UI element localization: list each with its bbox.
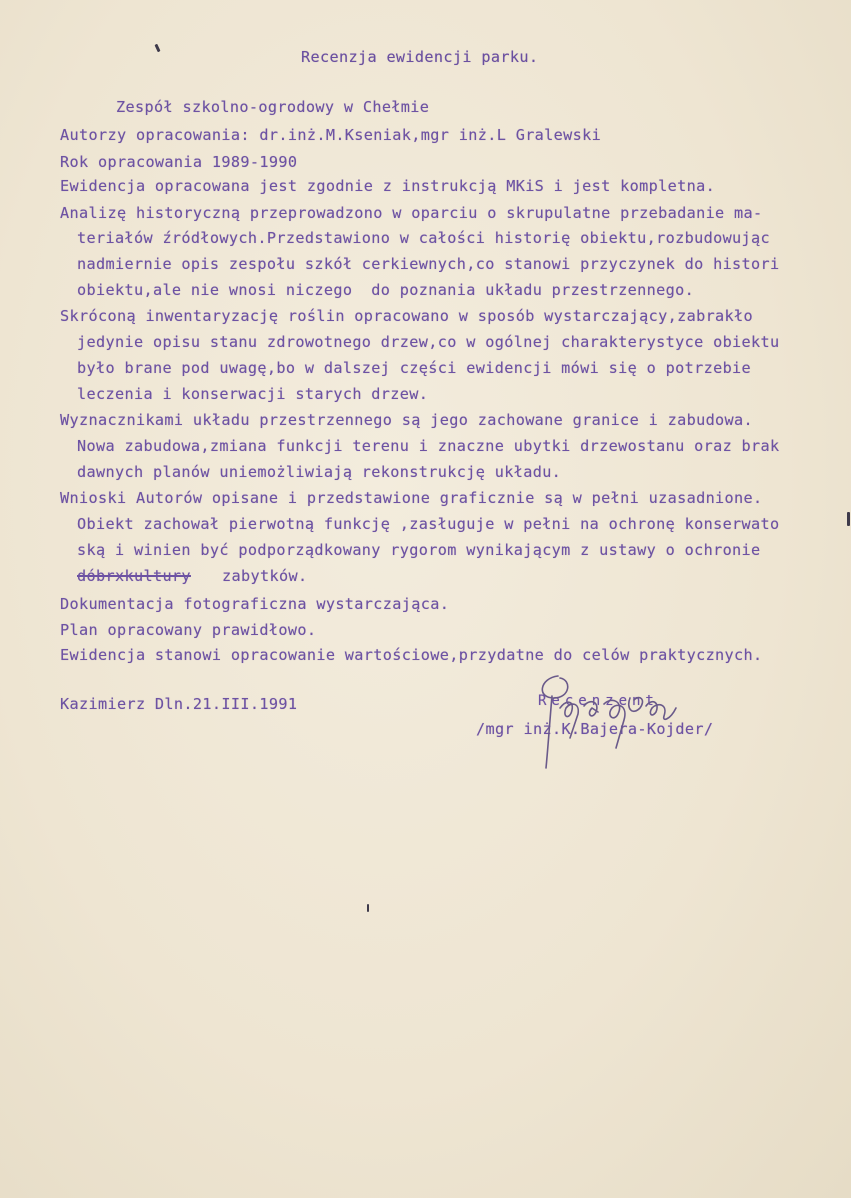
text-line: Dokumentacja fotograficzna wystarczająca. (60, 595, 450, 613)
text-line: zabytków. (222, 567, 308, 585)
text-line: Autorzy opracowania: dr.inż.M.Kseniak,mgr inż.L Gralewski (60, 126, 602, 144)
paper-speck (154, 44, 160, 53)
text-line: Wnioski Autorów opisane i przedstawione graficznie są w pełni uzasadnione. (60, 489, 763, 507)
text-line: nadmiernie opis zespołu szkół cerkiewnych,co stanowi przyczynek do histori (77, 255, 780, 273)
text-line: Ewidencja stanowi opracowanie wartościowe,przydatne do celów praktycznych. (60, 646, 763, 664)
text-line: Ewidencja opracowana jest zgodnie z instrukcją MKiS i jest kompletna. (60, 177, 716, 195)
struck-word: dóbrxkultury (77, 567, 191, 585)
reviewer-name: /mgr inż.K.Bajera-Kojder/ (476, 720, 714, 738)
text-line: Analizę historyczną przeprowadzono w oparciu o skrupulatne przebadanie ma- (60, 204, 763, 222)
text-line: teriałów źródłowych.Przedstawiono w całości historię obiektu,rozbudowując (77, 229, 771, 247)
text-line: ską i winien być podporządkowany rygorom wynikającym z ustawy o ochronie (77, 541, 761, 559)
text-line: jedynie opisu stanu zdrowotnego drzew,co w ogólnej charakterystyce obiektu (77, 333, 780, 351)
text-line: Rok opracowania 1989-1990 (60, 153, 298, 171)
document-title: Recenzja ewidencji parku. (301, 48, 539, 66)
text-line: Nowa zabudowa,zmiana funkcji terenu i znaczne ubytki drzewostanu oraz brak (77, 437, 780, 455)
text-line: Wyznacznikami układu przestrzennego są jego zachowane granice i zabudowa. (60, 411, 754, 429)
text-line: dawnych planów uniemożliwiają rekonstrukcję układu. (77, 463, 562, 481)
text-line: Zespół szkolno-ogrodowy w Chełmie (116, 98, 430, 116)
paper-speck (847, 512, 850, 526)
text-line: leczenia i konserwacji starych drzew. (77, 385, 429, 403)
paper-speck (367, 904, 369, 912)
text-line: Plan opracowany prawidłowo. (60, 621, 317, 639)
reviewer-label: Recenzent (538, 693, 659, 709)
handwritten-signature (500, 668, 730, 778)
text-line: było brane pod uwagę,bo w dalszej części ewidencji mówi się o potrzebie (77, 359, 752, 377)
text-line: Obiekt zachował pierwotną funkcję ,zasługuje w pełni na ochronę konserwato (77, 515, 780, 533)
place-date: Kazimierz Dln.21.III.1991 (60, 695, 298, 713)
text-line: Skróconą inwentaryzację roślin opracowano w sposób wystarczający,zabrakło (60, 307, 754, 325)
text-line: obiektu,ale nie wnosi niczego do poznania układu przestrzennego. (77, 281, 695, 299)
